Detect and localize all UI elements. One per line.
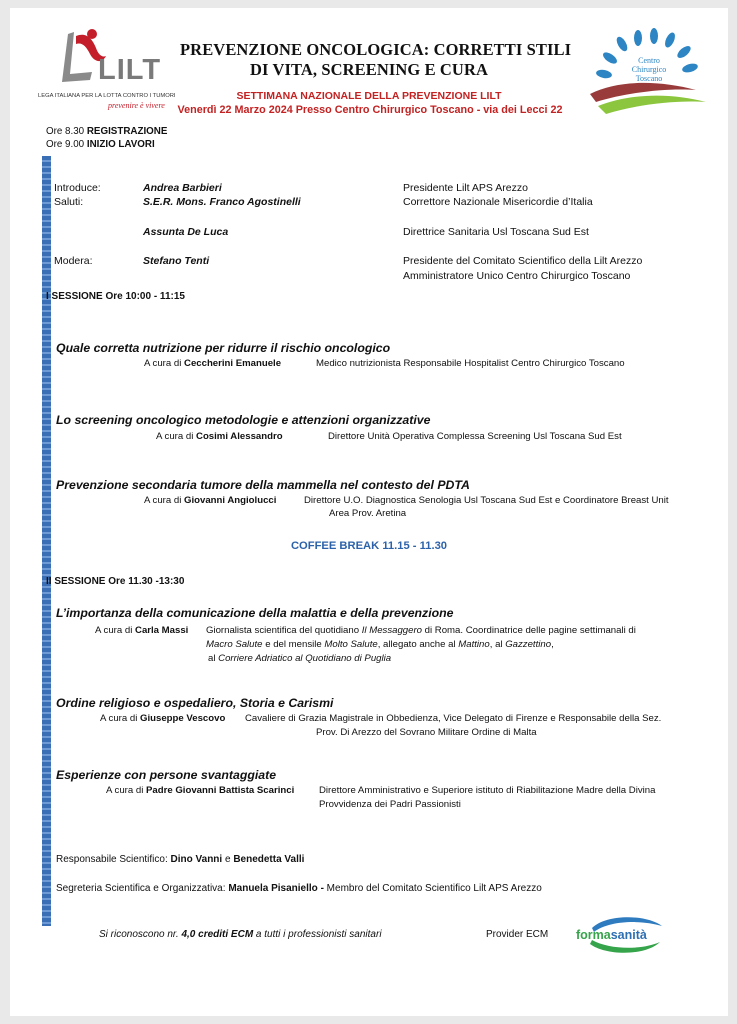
speaker-desc: Direttore Amministrativo e Superiore istituto di Riabilitazione Madre della Divina [319, 785, 656, 796]
title-line-2: DI VITA, SCREENING E CURA [250, 60, 488, 79]
desc-italic: Gazzettino [505, 639, 552, 650]
resp-and: e [222, 854, 234, 865]
role-name: Stefano Tenti [143, 255, 210, 267]
speaker-desc: Direttore U.O. Diagnostica Senologia Usl Toscana Sud Est e Coordinatore Breast Unit [304, 495, 669, 506]
talk-byline [156, 431, 283, 442]
schedule-registration [46, 126, 167, 137]
title-line-1: PREVENZIONE ONCOLOGICA: CORRETTI STILI [180, 40, 572, 59]
role-label: Modera: [54, 255, 93, 267]
segr-name: Manuela Pisaniello - [228, 883, 324, 894]
a-cura-label: A cura di [156, 431, 194, 442]
sanita-part: sanità [610, 928, 647, 942]
schedule-time: Ore 8.30 [46, 126, 85, 137]
schedule-start [46, 139, 155, 150]
role-label: Saluti: [54, 196, 84, 208]
session-2-header: II SESSIONE Ore 11.30 -13:30 [46, 576, 185, 587]
speaker-name: Padre Giovanni Battista Scarinci [146, 785, 295, 796]
desc-text: al [208, 653, 219, 664]
role-desc: Presidente Lilt APS Arezzo [403, 182, 528, 194]
schedule-label: INIZIO LAVORI [86, 139, 155, 150]
speaker-name: Giovanni Angiolucci [184, 495, 277, 506]
cct-logo [588, 28, 712, 120]
cct-name-line2: Chirurgico [631, 65, 667, 74]
desc-text: Giornalista scientifica del quotidiano [206, 625, 362, 636]
schedule-time: Ore 9.00 [46, 139, 85, 150]
speaker-name: Giuseppe Vescovo [140, 713, 226, 724]
a-cura-label: A cura di [144, 495, 182, 506]
talk-title: Prevenzione secondaria tumore della mammella nel contesto del PDTA [56, 478, 470, 492]
program-page [10, 8, 728, 1016]
schedule-label: REGISTRAZIONE [86, 126, 168, 137]
scientific-secretariat [56, 883, 542, 894]
forma-part: forma [576, 928, 611, 942]
role-label: Introduce: [54, 182, 101, 194]
session-1-header: I SESSIONE Ore 10:00 - 11:15 [46, 291, 185, 302]
speaker-name: Carla Massi [135, 625, 189, 636]
provider-ecm-label: Provider ECM [486, 929, 549, 940]
talk-byline [144, 358, 281, 369]
a-cura-label: A cura di [95, 625, 133, 636]
talk-byline [95, 625, 188, 636]
desc-text: e del mensile [262, 639, 325, 650]
speaker-desc: Cavaliere di Grazia Magistrale in Obbedienza, Vice Delegato di Firenze e Responsabile della Sez. [245, 713, 662, 724]
coffee-break: COFFEE BREAK 11.15 - 11.30 [290, 540, 448, 552]
speaker-desc [206, 639, 554, 650]
lilt-logo [28, 28, 178, 113]
event-date-place: Venerdì 22 Marzo 2024 Presso Centro Chirurgico Toscano - via dei Lecci 22 [177, 104, 563, 116]
a-cura-label: A cura di [144, 358, 182, 369]
role-desc: Direttrice Sanitaria Usl Toscana Sud Est [403, 226, 589, 238]
ecm-credits [99, 929, 382, 940]
speaker-desc: Provvidenza dei Padri Passionisti [319, 799, 461, 810]
lilt-wordmark: LILT [98, 54, 162, 86]
segr-label: Segreteria Scientifica e Organizzativa: [56, 883, 229, 894]
resp-name: Dino Vanni [170, 854, 223, 865]
talk-title: Esperienze con persone svantaggiate [56, 768, 277, 782]
lilt-subtitle: LEGA ITALIANA PER LA LOTTA CONTRO I TUMORI [38, 93, 176, 99]
ecm-text: Si riconoscono nr. [99, 929, 182, 940]
formasanita-wordmark [576, 928, 647, 942]
scientific-responsible [56, 854, 304, 865]
desc-italic: Molto Salute [324, 639, 378, 650]
event-week: SETTIMANA NAZIONALE DELLA PREVENZIONE LILT [236, 90, 502, 102]
speaker-name: Ceccherini Emanuele [184, 358, 282, 369]
ecm-text: a tutti i professionisti sanitari [253, 929, 382, 940]
resp-label: Responsabile Scientifico: [56, 854, 171, 865]
resp-name: Benedetta Valli [233, 854, 305, 865]
role-desc: Correttore Nazionale Misericordie d’Italia [403, 196, 593, 208]
role-desc: Presidente del Comitato Scientifico della Lilt Arezzo [403, 255, 643, 267]
role-desc: Amministratore Unico Centro Chirurgico Toscano [403, 270, 631, 282]
speaker-desc: Direttore Unità Operativa Complessa Screening Usl Toscana Sud Est [328, 431, 622, 442]
speaker-desc: Medico nutrizionista Responsabile Hospitalist Centro Chirurgico Toscano [316, 358, 625, 369]
talk-title: L’importanza della comunicazione della malattia e della prevenzione [56, 606, 454, 620]
talk-byline [144, 495, 276, 506]
desc-text: , al [489, 639, 506, 650]
ecm-credits-value: 4,0 crediti ECM [181, 929, 254, 940]
desc-text: , [551, 639, 554, 650]
segr-desc: Membro del Comitato Scientifico Lilt APS Arezzo [323, 883, 542, 894]
lilt-tagline: prevenire è vivere [108, 101, 165, 110]
speaker-desc: Prov. Di Arezzo del Sovrano Militare Ordine di Malta [316, 727, 537, 738]
a-cura-label: A cura di [100, 713, 138, 724]
desc-text: di Roma. Coordinatrice delle pagine settimanali di [422, 625, 636, 636]
cct-name-line3: Toscano [635, 74, 663, 83]
talk-title: Quale corretta nutrizione per ridurre il rischio oncologico [56, 341, 391, 355]
talk-byline [106, 785, 294, 796]
speaker-desc [206, 625, 636, 636]
a-cura-label: A cura di [106, 785, 144, 796]
role-name: S.E.R. Mons. Franco Agostinelli [143, 196, 301, 208]
talk-byline [100, 713, 225, 724]
cct-name-line1: Centro [638, 56, 660, 65]
desc-text: , allegato anche al [377, 639, 459, 650]
role-name: Andrea Barbieri [143, 182, 222, 194]
talk-title: Lo screening oncologico metodologie e attenzioni organizzative [56, 413, 431, 427]
talk-title: Ordine religioso e ospedaliero, Storia e Carismi [56, 696, 334, 710]
speaker-desc: Area Prov. Aretina [329, 508, 407, 519]
desc-italic: Corriere Adriatico al Quotidiano di Puglia [218, 653, 392, 664]
formasanita-logo [576, 912, 676, 958]
desc-italic: Mattino [458, 639, 490, 650]
desc-italic: Il Messaggero [361, 625, 422, 636]
desc-italic: Macro Salute [206, 639, 263, 650]
role-name: Assunta De Luca [143, 226, 229, 238]
speaker-name: Cosimi Alessandro [196, 431, 283, 442]
speaker-desc [208, 653, 391, 664]
